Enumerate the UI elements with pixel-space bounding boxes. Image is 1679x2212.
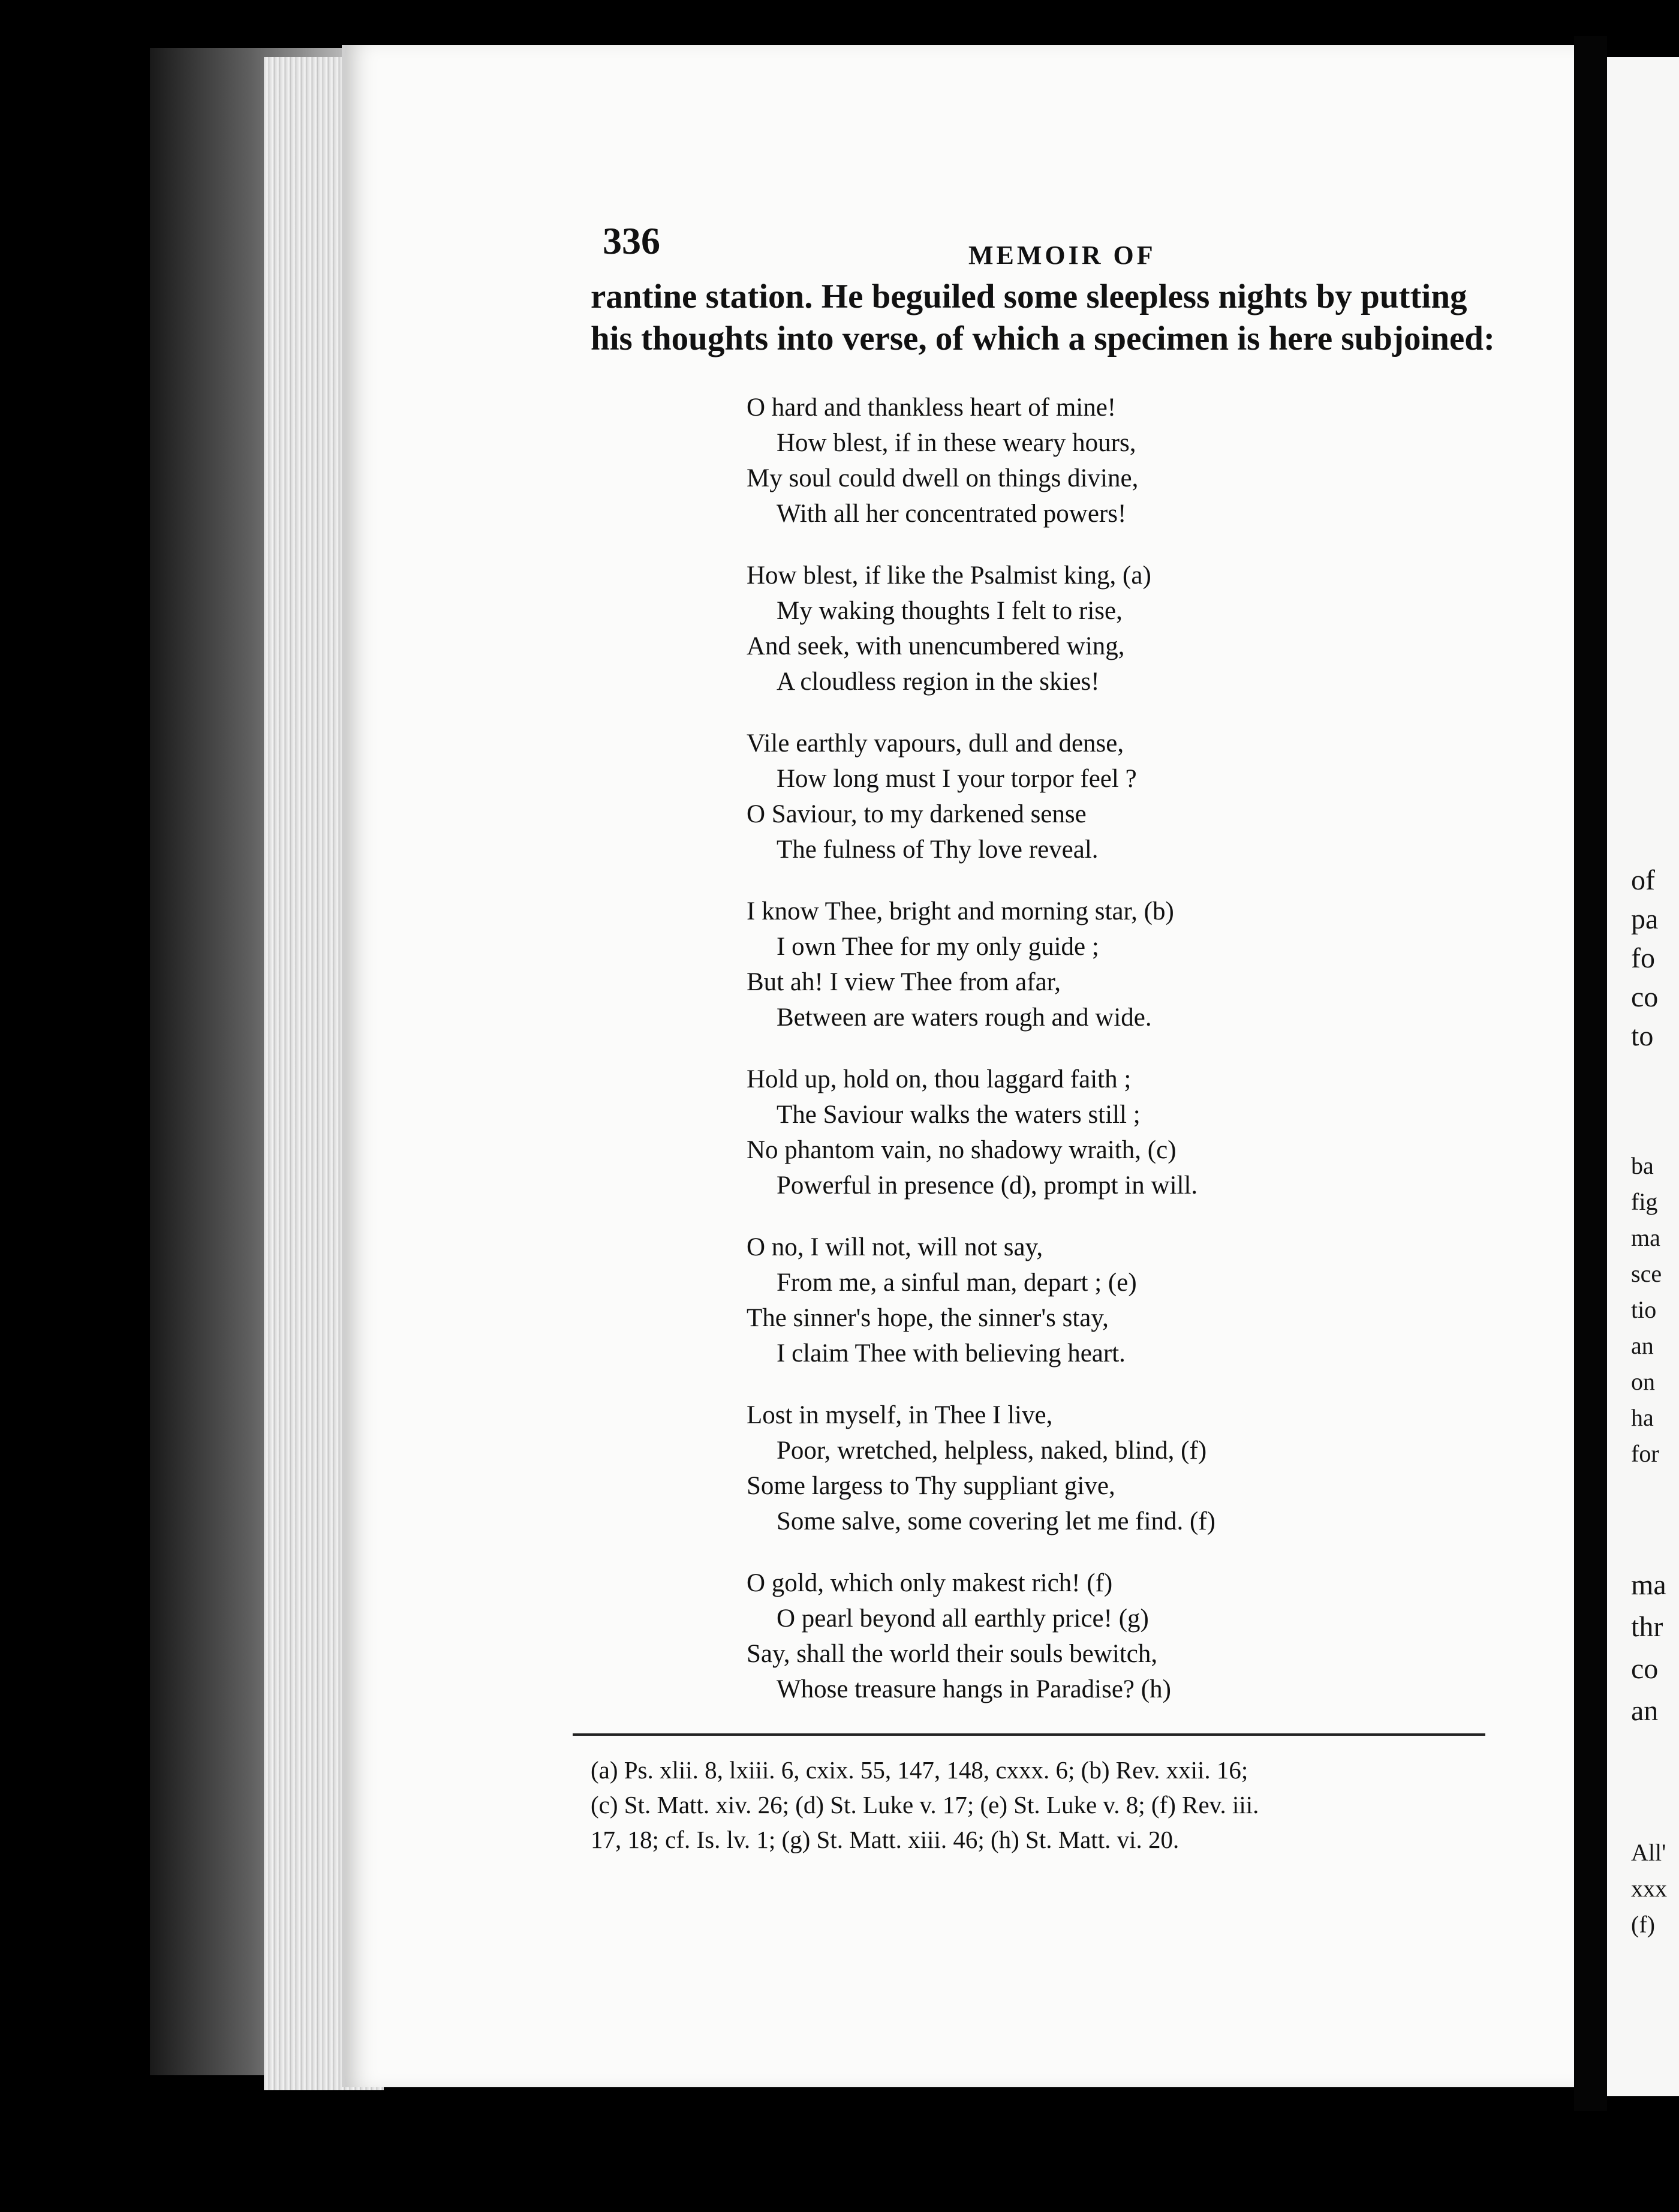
facing-page-fragment: ha — [1631, 1404, 1654, 1431]
book-gutter — [1574, 36, 1607, 2111]
poem-line: How blest, if like the Psalmist king, (a) — [747, 561, 1151, 590]
facing-page-fragment: (f) — [1631, 1911, 1655, 1938]
poem-line: Whose treasure hangs in Paradise? (h) — [777, 1675, 1171, 1703]
stanza — [747, 1565, 1526, 1707]
facing-page-fragment: an — [1631, 1332, 1654, 1359]
facing-page-fragment: co — [1631, 1653, 1659, 1685]
poem-line: Lost in myself, in Thee I live, — [747, 1401, 1053, 1429]
poem-line: A cloudless region in the skies! — [777, 668, 1100, 696]
poem-line: But ah! I view Thee from afar, — [747, 968, 1061, 996]
running-head: MEMOIR OF — [968, 241, 1156, 270]
poem-line: Hold up, hold on, thou laggard faith ; — [747, 1065, 1132, 1093]
poem-line: My soul could dwell on things divine, — [747, 464, 1139, 492]
footnotes — [591, 1753, 1526, 1857]
poem-line: Say, shall the world their souls bewitch, — [747, 1640, 1158, 1668]
page-header — [591, 213, 1526, 273]
poem-line: I know Thee, bright and morning star, (b) — [747, 897, 1174, 925]
poem-line: How long must I your torpor feel ? — [777, 765, 1137, 793]
footnote-line: (c) St. Matt. xiv. 26; (d) St. Luke v. 17; (e) St. Luke v. 8; (f) Rev. iii. — [591, 1791, 1259, 1819]
poem-line: With all her concentrated powers! — [777, 500, 1127, 528]
poem-line: How blest, if in these weary hours, — [777, 429, 1136, 457]
facing-page-fragment: pa — [1631, 903, 1659, 935]
facing-page-fragment: fig — [1631, 1188, 1658, 1215]
poem-line: O pearl beyond all earthly price! (g) — [777, 1604, 1149, 1633]
facing-page-fragment: on — [1631, 1368, 1655, 1395]
facing-page-fragment: thr — [1631, 1611, 1663, 1643]
facing-page-fragment: fo — [1631, 942, 1655, 974]
poem-line: No phantom vain, no shadowy wraith, (c) — [747, 1136, 1176, 1164]
footnote-line: 17, 18; cf. Is. lv. 1; (g) St. Matt. xiii. 46; (h) St. Matt. vi. 20. — [591, 1826, 1179, 1853]
facing-page-fragment: ba — [1631, 1152, 1654, 1179]
facing-page-fragment: xxx — [1631, 1875, 1667, 1902]
facing-page-fragment: All' — [1631, 1839, 1666, 1866]
page-number: 336 — [603, 220, 660, 262]
poem-line: I claim Thee with believing heart. — [777, 1339, 1126, 1368]
facing-page-fragment: ma — [1631, 1569, 1666, 1601]
facing-page-fragment: tio — [1631, 1296, 1657, 1323]
facing-page-fragment: to — [1631, 1020, 1654, 1052]
prose-line: his thoughts into verse, of which a specimen is here subjoined: — [591, 320, 1495, 357]
stanza — [747, 558, 1526, 699]
poem-line: Between are waters rough and wide. — [777, 1003, 1152, 1032]
poem-line: The fulness of Thy love reveal. — [777, 835, 1099, 864]
facing-page-fragment: for — [1631, 1440, 1659, 1467]
facing-page-fragment: ma — [1631, 1224, 1660, 1251]
facing-page-fragment: sce — [1631, 1260, 1662, 1287]
stanza — [747, 894, 1526, 1035]
poem-line: Vile earthly vapours, dull and dense, — [747, 729, 1124, 758]
poem-line: O Saviour, to my darkened sense — [747, 800, 1087, 828]
poem-line: I own Thee for my only guide ; — [777, 933, 1099, 961]
poem-line: From me, a sinful man, depart ; (e) — [777, 1269, 1137, 1297]
poem-line: The Saviour walks the waters still ; — [777, 1101, 1141, 1129]
facing-page — [1607, 57, 1679, 2096]
facing-page-fragment: an — [1631, 1695, 1659, 1727]
page-content — [591, 213, 1526, 1857]
footnote-line: (a) Ps. xlii. 8, lxiii. 6, cxix. 55, 147, 148, cxxx. 6; (b) Rev. xxii. 16; — [591, 1756, 1248, 1784]
facing-page-fragment: co — [1631, 981, 1659, 1013]
stanza — [747, 1230, 1526, 1371]
poem-line: Powerful in presence (d), prompt in will. — [777, 1171, 1198, 1200]
stanza — [747, 1397, 1526, 1539]
prose-paragraph — [591, 276, 1526, 360]
facing-page-fragment: of — [1631, 864, 1655, 896]
poem-line: O gold, which only makest rich! (f) — [747, 1569, 1113, 1597]
prose-line: rantine station. He beguiled some sleepless nights by putting — [591, 278, 1467, 315]
poem-line: Poor, wretched, helpless, naked, blind, (f) — [777, 1436, 1207, 1465]
poem-line: O hard and thankless heart of mine! — [747, 393, 1117, 422]
poem-line: The sinner's hope, the sinner's stay, — [747, 1304, 1109, 1332]
poem-line: O no, I will not, will not say, — [747, 1233, 1043, 1261]
poem — [747, 390, 1526, 1707]
poem-line: My waking thoughts I felt to rise, — [777, 597, 1123, 625]
footnote-divider — [573, 1733, 1485, 1736]
stanza — [747, 726, 1526, 867]
poem-line: Some largess to Thy suppliant give, — [747, 1472, 1115, 1500]
poem-line: Some salve, some covering let me find. (f) — [777, 1507, 1215, 1535]
stanza — [747, 390, 1526, 531]
poem-line: And seek, with unencumbered wing, — [747, 632, 1125, 660]
stanza — [747, 1062, 1526, 1203]
